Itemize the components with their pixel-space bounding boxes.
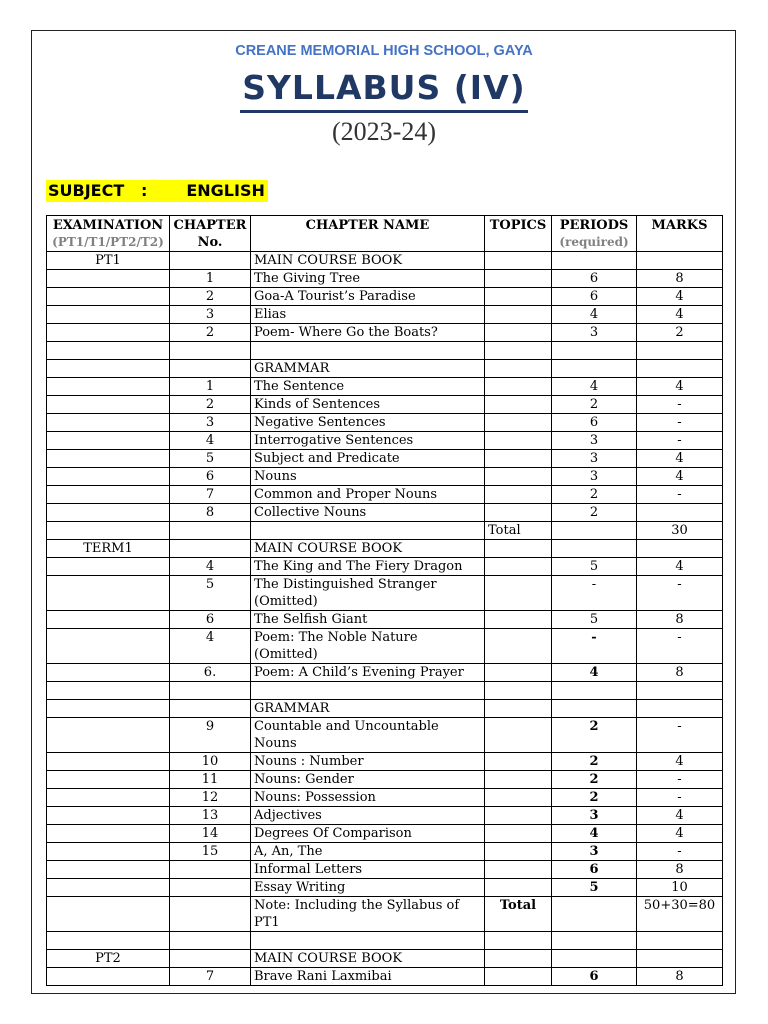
cell-chapter-no [170,700,251,718]
cell-topics [485,771,552,789]
cell-periods: 4 [552,378,637,396]
cell-chapter-no: 13 [170,807,251,825]
cell-periods [552,540,637,558]
cell-topics [485,270,552,288]
cell-examination [47,789,170,807]
cell-topics [485,468,552,486]
cell-examination [47,450,170,468]
cell-topics [485,968,552,986]
table-row [47,932,723,950]
table-row [47,540,723,558]
cell-chapter-name: Note: Including the Syllabus of PT1 [251,897,485,932]
table-row [47,682,723,700]
table-row [47,360,723,378]
cell-chapter-no: 1 [170,270,251,288]
cell-marks: 4 [637,753,723,771]
cell-periods: 6 [552,270,637,288]
cell-marks: - [637,432,723,450]
cell-topics [485,540,552,558]
cell-periods: 2 [552,789,637,807]
cell-topics [485,825,552,843]
table-row [47,879,723,897]
cell-examination [47,753,170,771]
cell-topics [485,432,552,450]
cell-chapter-no [170,950,251,968]
cell-chapter-name: Poem: A Child’s Evening Prayer [251,664,485,682]
cell-periods: 3 [552,450,637,468]
cell-marks: 50+30=80 [637,897,723,932]
cell-marks: 8 [637,664,723,682]
cell-topics [485,879,552,897]
cell-examination [47,682,170,700]
cell-marks [637,932,723,950]
table-header-row [47,216,723,252]
school-name: CREANE MEMORIAL HIGH SCHOOL, GAYA [235,43,533,59]
cell-chapter-name: Collective Nouns [251,504,485,522]
cell-examination: TERM1 [47,540,170,558]
table-row [47,414,723,432]
cell-marks: 8 [637,611,723,629]
cell-topics [485,378,552,396]
cell-marks: 4 [637,306,723,324]
cell-examination [47,576,170,611]
cell-chapter-name [251,522,485,540]
cell-examination [47,306,170,324]
cell-examination [47,897,170,932]
cell-chapter-name [251,682,485,700]
cell-periods [552,700,637,718]
cell-examination [47,700,170,718]
table-row [47,432,723,450]
cell-periods: 4 [552,306,637,324]
cell-examination [47,825,170,843]
cell-periods: 5 [552,611,637,629]
table-row [47,270,723,288]
page-title-text: SYLLABUS (IV) [240,68,527,113]
cell-marks: 10 [637,879,723,897]
cell-marks: - [637,629,723,664]
cell-chapter-no: 4 [170,432,251,450]
cell-chapter-no [170,879,251,897]
cell-chapter-no: 6 [170,611,251,629]
cell-topics [485,611,552,629]
cell-chapter-no [170,540,251,558]
table-row [47,342,723,360]
syllabus-table-body [47,252,723,986]
cell-chapter-name: Adjectives [251,807,485,825]
cell-marks: - [637,486,723,504]
cell-examination [47,879,170,897]
cell-chapter-no: 10 [170,753,251,771]
cell-marks [637,504,723,522]
cell-marks: 4 [637,807,723,825]
table-row [47,753,723,771]
cell-periods [552,360,637,378]
table-row [47,611,723,629]
cell-examination [47,414,170,432]
cell-marks: 4 [637,468,723,486]
cell-examination: PT2 [47,950,170,968]
header-examination-sub: (PT1/T1/PT2/T2) [52,235,164,249]
cell-periods: 6 [552,414,637,432]
table-row [47,558,723,576]
cell-examination: PT1 [47,252,170,270]
table-row [47,968,723,986]
cell-topics [485,753,552,771]
cell-topics [485,700,552,718]
cell-periods: 4 [552,825,637,843]
cell-periods: - [552,576,637,611]
cell-marks: - [637,843,723,861]
cell-marks [637,342,723,360]
table-row [47,288,723,306]
cell-chapter-name [251,342,485,360]
cell-marks: 30 [637,522,723,540]
cell-chapter-no: 6 [170,468,251,486]
cell-examination [47,288,170,306]
table-row [47,629,723,664]
cell-periods: 2 [552,718,637,753]
cell-examination [47,324,170,342]
cell-chapter-no: 3 [170,306,251,324]
cell-chapter-no: 6. [170,664,251,682]
header-topics: TOPICS [485,216,552,252]
cell-chapter-name: The King and The Fiery Dragon [251,558,485,576]
cell-periods: 3 [552,807,637,825]
cell-marks: - [637,718,723,753]
cell-topics [485,718,552,753]
cell-chapter-no: 7 [170,968,251,986]
cell-chapter-no: 5 [170,450,251,468]
cell-marks [637,360,723,378]
table-row [47,950,723,968]
cell-marks: - [637,789,723,807]
cell-examination [47,664,170,682]
cell-examination [47,718,170,753]
cell-marks [637,682,723,700]
table-row [47,396,723,414]
cell-periods [552,950,637,968]
cell-chapter-name: Nouns: Gender [251,771,485,789]
cell-periods: 6 [552,288,637,306]
cell-chapter-name: Kinds of Sentences [251,396,485,414]
cell-examination [47,432,170,450]
cell-chapter-no: 8 [170,504,251,522]
subject-label: SUBJECT : ENGLISH [46,180,268,202]
cell-topics: Total [485,897,552,932]
cell-marks: 4 [637,825,723,843]
cell-chapter-name: Common and Proper Nouns [251,486,485,504]
cell-periods: 2 [552,504,637,522]
cell-examination [47,968,170,986]
table-row [47,664,723,682]
page-title [0,68,768,113]
cell-periods: 3 [552,468,637,486]
cell-periods [552,682,637,700]
cell-chapter-no: 14 [170,825,251,843]
cell-chapter-name: Subject and Predicate [251,450,485,468]
cell-topics [485,807,552,825]
cell-topics [485,789,552,807]
cell-marks: 4 [637,288,723,306]
cell-examination [47,468,170,486]
cell-chapter-name: GRAMMAR [251,360,485,378]
cell-topics [485,252,552,270]
table-row [47,771,723,789]
cell-chapter-name: MAIN COURSE BOOK [251,540,485,558]
cell-examination [47,932,170,950]
cell-chapter-name: GRAMMAR [251,700,485,718]
academic-year: (2023-24) [332,117,436,146]
cell-marks: 2 [637,324,723,342]
cell-examination [47,360,170,378]
cell-examination [47,342,170,360]
cell-chapter-no [170,932,251,950]
cell-periods: - [552,629,637,664]
cell-chapter-name: Negative Sentences [251,414,485,432]
cell-chapter-no [170,342,251,360]
cell-chapter-name: Nouns: Possession [251,789,485,807]
cell-topics [485,950,552,968]
cell-periods: 4 [552,664,637,682]
cell-chapter-no: 5 [170,576,251,611]
cell-chapter-name: The Sentence [251,378,485,396]
header-periods-sub: (required) [559,235,629,249]
table-row [47,450,723,468]
cell-chapter-no: 1 [170,378,251,396]
cell-marks [637,252,723,270]
table-row [47,486,723,504]
cell-marks [637,700,723,718]
cell-topics [485,664,552,682]
cell-topics [485,414,552,432]
cell-chapter-no: 9 [170,718,251,753]
cell-chapter-no: 2 [170,324,251,342]
table-row [47,897,723,932]
cell-marks: - [637,771,723,789]
cell-periods: 2 [552,771,637,789]
cell-periods [552,342,637,360]
cell-chapter-name: Nouns [251,468,485,486]
table-row [47,789,723,807]
cell-marks: - [637,414,723,432]
cell-periods: 2 [552,753,637,771]
cell-marks: - [637,576,723,611]
cell-chapter-name: Informal Letters [251,861,485,879]
syllabus-table [46,215,723,986]
cell-examination [47,771,170,789]
cell-examination [47,270,170,288]
table-row [47,504,723,522]
cell-chapter-no: 3 [170,414,251,432]
table-row [47,324,723,342]
cell-chapter-name: The Distinguished Stranger (Omitted) [251,576,485,611]
cell-examination [47,522,170,540]
cell-chapter-no [170,897,251,932]
cell-chapter-name: A, An, The [251,843,485,861]
cell-topics [485,861,552,879]
cell-periods: 2 [552,396,637,414]
cell-topics: Total [485,522,552,540]
cell-topics [485,486,552,504]
cell-chapter-no: 4 [170,558,251,576]
table-row [47,718,723,753]
cell-chapter-name: Poem: The Noble Nature (Omitted) [251,629,485,664]
cell-marks: 4 [637,558,723,576]
table-row [47,378,723,396]
cell-topics [485,843,552,861]
cell-topics [485,288,552,306]
table-row [47,306,723,324]
cell-chapter-name [251,932,485,950]
cell-topics [485,360,552,378]
cell-topics [485,342,552,360]
cell-topics [485,576,552,611]
cell-chapter-no [170,252,251,270]
cell-topics [485,306,552,324]
cell-periods: 2 [552,486,637,504]
cell-examination [47,843,170,861]
cell-chapter-name: MAIN COURSE BOOK [251,252,485,270]
cell-topics [485,450,552,468]
cell-chapter-name: The Selfish Giant [251,611,485,629]
cell-marks [637,950,723,968]
cell-marks: 8 [637,861,723,879]
cell-chapter-no: 15 [170,843,251,861]
cell-topics [485,629,552,664]
cell-examination [47,611,170,629]
cell-periods [552,932,637,950]
cell-chapter-no: 12 [170,789,251,807]
cell-chapter-no [170,861,251,879]
cell-chapter-no [170,522,251,540]
cell-marks [637,540,723,558]
cell-chapter-name: Interrogative Sentences [251,432,485,450]
cell-chapter-no: 7 [170,486,251,504]
cell-marks: 8 [637,968,723,986]
cell-chapter-no: 11 [170,771,251,789]
table-row [47,252,723,270]
table-row [47,843,723,861]
cell-chapter-no: 2 [170,288,251,306]
cell-topics [485,324,552,342]
cell-examination [47,629,170,664]
cell-topics [485,504,552,522]
cell-examination [47,504,170,522]
cell-topics [485,932,552,950]
cell-topics [485,558,552,576]
table-row [47,468,723,486]
cell-chapter-no: 4 [170,629,251,664]
cell-examination [47,807,170,825]
cell-periods: 5 [552,558,637,576]
cell-chapter-name: Nouns : Number [251,753,485,771]
cell-chapter-name: Degrees Of Comparison [251,825,485,843]
cell-examination [47,861,170,879]
header-chapter-no: CHAPTER No. [170,216,251,252]
cell-periods: 3 [552,843,637,861]
table-row [47,861,723,879]
cell-periods: 5 [552,879,637,897]
header-marks: MARKS [637,216,723,252]
cell-marks: - [637,396,723,414]
cell-examination [47,378,170,396]
cell-chapter-no [170,682,251,700]
cell-examination [47,396,170,414]
cell-periods: 6 [552,968,637,986]
cell-periods: 6 [552,861,637,879]
cell-examination [47,558,170,576]
cell-periods [552,897,637,932]
table-row [47,825,723,843]
table-row [47,522,723,540]
table-row [47,576,723,611]
cell-chapter-name: Goa-A Tourist’s Paradise [251,288,485,306]
cell-marks: 4 [637,378,723,396]
header-periods: PERIODS (required) [552,216,637,252]
cell-periods: 3 [552,432,637,450]
cell-chapter-name: Poem- Where Go the Boats? [251,324,485,342]
cell-chapter-no [170,360,251,378]
cell-examination [47,486,170,504]
table-row [47,807,723,825]
cell-periods [552,522,637,540]
cell-periods [552,252,637,270]
cell-chapter-name: MAIN COURSE BOOK [251,950,485,968]
cell-topics [485,396,552,414]
cell-chapter-name: Brave Rani Laxmibai [251,968,485,986]
cell-topics [485,682,552,700]
cell-marks: 4 [637,450,723,468]
header-examination: EXAMINATION (PT1/T1/PT2/T2) [47,216,170,252]
cell-chapter-name: Elias [251,306,485,324]
cell-marks: 8 [637,270,723,288]
cell-chapter-no: 2 [170,396,251,414]
cell-periods: 3 [552,324,637,342]
table-row [47,700,723,718]
header-chapter-name: CHAPTER NAME [251,216,485,252]
cell-chapter-name: Essay Writing [251,879,485,897]
cell-chapter-name: Countable and Uncountable Nouns [251,718,485,753]
cell-chapter-name: The Giving Tree [251,270,485,288]
